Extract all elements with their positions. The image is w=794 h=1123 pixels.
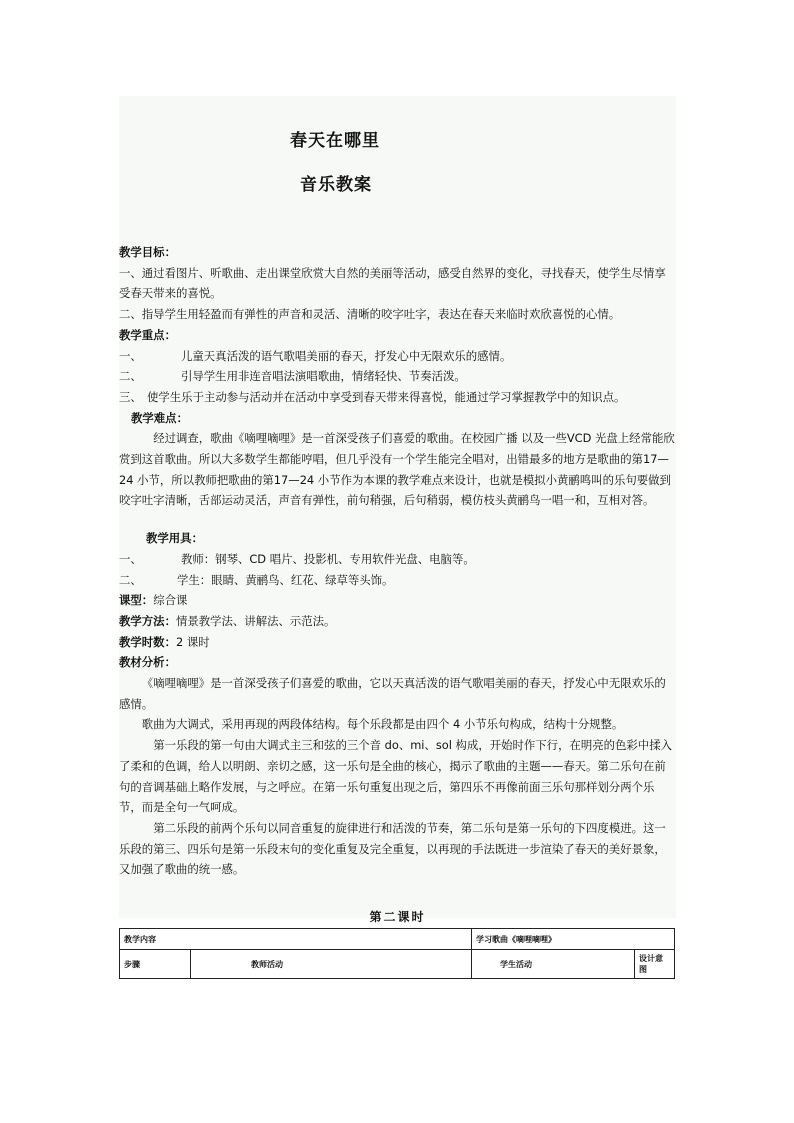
lesson-plan-table [119, 928, 675, 979]
step-header-cell: 步骤 [120, 950, 191, 979]
tools-item [119, 549, 676, 570]
course-type-value: 综合课 [153, 593, 188, 608]
course-type-line [119, 590, 676, 611]
tools-number: 一、 [119, 551, 142, 566]
analysis-paragraph: 第二乐段的前两个乐句以同音重复的旋律进行和活泼的节奏，第二乐句是第一乐句的下四度模进。这一乐段的第三、四乐句是第一乐段末句的变化重复及完全重复，以再现的手法既进一步渲染了春天的美好景象，又加强了歌曲的统一感。 [119, 820, 666, 877]
second-lesson-heading: 第二课时 [369, 910, 426, 924]
objective-item: 二、指导学生用轻盈而有弹性的声音和灵活、清晰的咬字吐字，表达在春天来临时欢欣喜悦的心情。 [119, 307, 621, 322]
lesson-content [119, 242, 676, 880]
key-point-number: 一、 [119, 348, 142, 363]
analysis-paragraph: 歌曲为大调式，采用再现的两段体结构。每个乐段都是由四个 4 小节乐句构成，结构十分规整。 [141, 717, 624, 732]
methods-value: 情景教学法、讲解法、示范法。 [175, 613, 336, 628]
objective-item: 一、通过看图片、听歌曲、走出课堂欣赏大自然的美丽等活动，感受自然界的变化，寻找春天，使学生尽情享受春天带来的喜悦。 [119, 265, 666, 301]
hours-label: 教学时数： [119, 634, 176, 649]
key-point-text: 使学生乐于主动参与活动并在活动中享受到春天带来得喜悦，能通过学习掌握教学中的知识点。 [147, 389, 626, 404]
hours-line [119, 632, 676, 653]
tools-item [119, 570, 676, 591]
course-type-label: 课型： [119, 593, 154, 608]
analysis-paragraph: 《嘀哩嘀哩》是一首深受孩子们喜爱的歌曲，它以天真活泼的语气歌唱美丽的春天，抒发心中无限欢乐的感情。 [119, 676, 666, 711]
design-intent-header: 设计意图 [634, 950, 674, 979]
tools-number: 二、 [119, 572, 142, 587]
key-point-item [119, 387, 676, 408]
key-point-item [119, 366, 676, 387]
tools-text: 学生：眼睛、黄鹂鸟、红花、绿草等头饰。 [177, 572, 394, 587]
difficulty-heading: 教学难点： [131, 410, 188, 425]
methods-line [119, 611, 676, 632]
teacher-activity-header: 教师活动 [191, 950, 472, 979]
difficulty-text: 经过调查，歌曲《嘀哩嘀哩》是一首深受孩子们喜爱的歌曲。在校园广播 以及一些VCD 光盘上经常能欣赏到这首歌曲。所以大多数学生都能哼唱，但几乎没有一个学生能完全唱对，出错最多的地方是歌曲的第17—24 小节，所以教师把歌曲的第17—24 小节作为本课的教学难点来设计，也就是模拟小黄鹂鸣叫的乐句要做到咬字吐字清晰，舌部运动灵活，声音有弹性，前句稍强，后句稍弱，模仿枝头黄鹂鸟一唱一和，互相对答。 [119, 431, 675, 508]
table-row [120, 950, 675, 979]
key-point-text: 引导学生用非连音唱法演唱歌曲，情绪轻快、节奏活泼。 [181, 369, 466, 384]
hours-value: 2 课时 [175, 634, 210, 649]
page-title: 春天在哪里 [290, 131, 380, 151]
content-label-cell: 教学内容 [120, 929, 472, 950]
page-subtitle: 音乐教案 [300, 175, 372, 195]
objectives-heading: 教学目标： [119, 245, 176, 259]
student-activity-header: 学生活动 [471, 950, 634, 979]
key-points-heading: 教学重点： [119, 327, 176, 342]
key-point-text: 儿童天真活泼的语气歌唱美丽的春天，抒发心中无限欢乐的感情。 [181, 348, 512, 363]
key-point-number: 三、 [119, 389, 142, 404]
tools-heading: 教学用具： [146, 531, 203, 546]
key-point-number: 二、 [119, 369, 142, 384]
tools-text: 教师：钢琴、CD 唱片、投影机、专用软件光盘、电脑等。 [181, 551, 475, 566]
analysis-heading: 教材分析： [119, 655, 176, 670]
document-page [119, 96, 676, 918]
table-row [120, 929, 675, 950]
content-value-cell: 学习歌曲《嘀哩嘀哩》 [471, 929, 674, 950]
analysis-paragraph: 第一乐段的第一句由大调式主三和弦的三个音 do、mi、sol 构成，开始时作下行，在明亮的色彩中揉入了柔和的色调，给人以明朗、亲切之感，这一乐句是全曲的核心，揭示了歌曲的主题——春天。第二乐句在前句的音调基础上略作发展，与之呼应。在第一乐句重复出现之后，第四乐不再像前面三乐句那样划分两个乐节，而是全句一气呵成。 [119, 738, 672, 815]
key-point-item [119, 346, 676, 367]
methods-label: 教学方法： [119, 613, 176, 628]
